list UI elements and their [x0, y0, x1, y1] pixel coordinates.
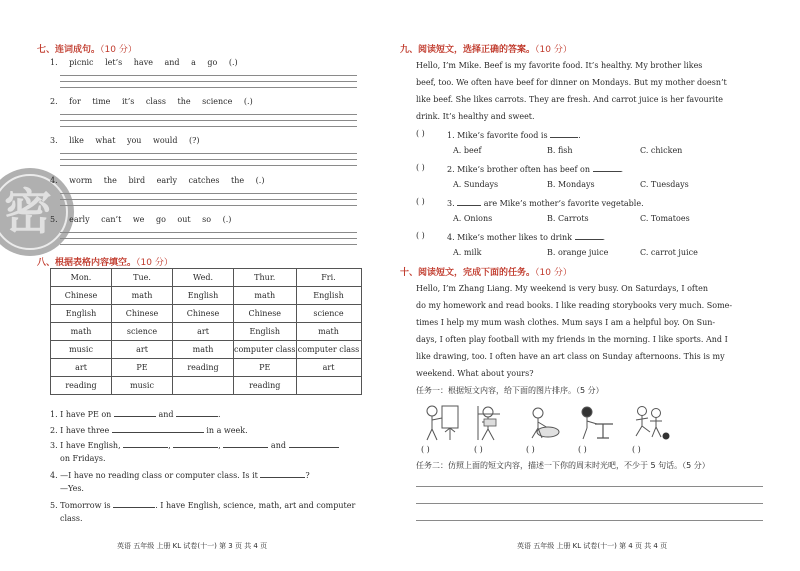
question-5-text-cont: . I have English, science, math, art and computer — [155, 501, 356, 510]
answer-paren[interactable]: ( ) — [416, 129, 425, 138]
sentence-item-3: 3. like what you would (?) — [50, 136, 200, 145]
writing-line[interactable] — [60, 193, 357, 194]
answer-blank[interactable] — [176, 408, 218, 417]
table-cell: reading — [234, 377, 297, 395]
question-4-end: ? — [305, 471, 310, 480]
writing-line[interactable] — [60, 165, 357, 166]
mc-question-stem-end: . — [578, 131, 581, 140]
page-footer: 英语 五年级 上册 KL 试卷(十一) 第 4 页 共 4 页 — [517, 542, 668, 550]
table-cell: Chinese — [112, 305, 173, 323]
answer-blank[interactable] — [289, 439, 339, 448]
mc-question-stem: 1. Mike’s favorite food is — [447, 131, 548, 140]
section-9-points: （10 分） — [535, 45, 572, 55]
writing-line[interactable] — [60, 199, 357, 200]
question-3-text: 3. I have English, — [50, 441, 121, 450]
answer-blank — [593, 163, 621, 172]
option[interactable]: B. fish — [547, 146, 573, 155]
question-4-reply: —Yes. — [60, 484, 84, 493]
question-3-and: and — [270, 441, 286, 450]
question-1-and: and — [158, 410, 174, 419]
table-cell: computer class — [296, 341, 361, 359]
table-cell: music — [112, 377, 173, 395]
question-1-text: 1. I have PE on — [50, 410, 112, 419]
table-cell: science — [296, 305, 361, 323]
table-cell: English — [296, 287, 361, 305]
question-3-continued: on Fridays. — [60, 454, 106, 463]
table-cell: music — [51, 341, 112, 359]
option[interactable]: C. carrot juice — [640, 248, 698, 257]
section-9-title — [400, 42, 572, 55]
section-8-heading: 八、根据表格内容填空。 — [37, 258, 137, 268]
table-cell: English — [173, 287, 234, 305]
table-header-cell: Tue. — [112, 269, 173, 287]
table-cell — [296, 377, 361, 395]
question-4-text: 4. —I have no reading class or computer class. Is it — [50, 471, 258, 480]
table-cell: math — [296, 323, 361, 341]
writing-line[interactable] — [416, 520, 763, 521]
washing-clothes-picture — [522, 402, 566, 442]
mc-question-stem-end: . — [620, 165, 624, 174]
question-1 — [50, 408, 221, 420]
writing-line[interactable] — [60, 205, 357, 206]
question-2 — [50, 424, 248, 436]
table-row — [51, 359, 362, 377]
drawing-picture — [418, 402, 462, 442]
writing-line[interactable] — [60, 75, 357, 76]
passage-line: times I help my mum wash clothes. Mum says I am a helpful boy. On Sun- — [416, 318, 716, 327]
timetable-header-row — [51, 269, 362, 287]
table-row — [51, 377, 362, 395]
mc-question-stem: 3. — [447, 199, 455, 208]
answer-paren[interactable]: ( ) — [416, 231, 425, 240]
answer-blank — [575, 231, 603, 240]
writing-line[interactable] — [60, 244, 357, 245]
section-8-points: （10 分） — [136, 258, 173, 268]
mc-question-stem-end: are Mike’s mother’s favorite vegetable. — [483, 199, 644, 208]
order-paren[interactable]: ( ) — [578, 445, 587, 454]
question-5 — [50, 499, 355, 511]
option[interactable]: C. Tuesdays — [640, 180, 689, 189]
table-cell: Chinese — [173, 305, 234, 323]
table-cell: art — [296, 359, 361, 377]
mc-question-stem-end: . — [602, 233, 606, 242]
writing-line[interactable] — [60, 232, 357, 233]
table-cell: math — [234, 287, 297, 305]
timetable — [50, 268, 362, 395]
section-7-points: （10 分） — [100, 45, 137, 55]
passage-line: like beef. She likes carrots. They are fresh. And carrot juice is her favourite — [416, 95, 724, 104]
table-cell — [173, 377, 234, 395]
mc-question-stem: 2. Mike’s brother often has beef on — [447, 165, 590, 174]
passage-line: like drawing, too. I often have an art class on Sunday afternoons. This is my — [416, 352, 725, 361]
passage-line: beef, too. We often have beef for dinner on Mondays. But my mother doesn’t — [416, 78, 727, 87]
answer-blank[interactable] — [260, 469, 305, 478]
passage-line: days, I often play football with my friends in the morning. I like sports. And I — [416, 335, 728, 344]
question-5-text: 5. Tomorrow is — [50, 501, 111, 510]
table-cell: PE — [234, 359, 297, 377]
table-cell: English — [51, 305, 112, 323]
table-cell: math — [173, 341, 234, 359]
option[interactable]: A. Onions — [453, 214, 493, 223]
table-row — [51, 341, 362, 359]
table-cell: math — [51, 323, 112, 341]
table-header-cell: Thur. — [234, 269, 297, 287]
question-3-comma: , — [218, 441, 221, 450]
writing-line[interactable] — [416, 486, 763, 487]
mc-question-3 — [447, 197, 644, 209]
answer-blank[interactable] — [223, 439, 268, 448]
table-header-cell: Fri. — [296, 269, 361, 287]
sentence-item-4: 4. worm the bird early catches the (.) — [50, 176, 265, 185]
passage-line: do my homework and read books. I like reading storybooks very much. Some- — [416, 301, 733, 310]
homework-picture — [573, 402, 617, 442]
mc-question-4 — [447, 231, 605, 243]
section-7-title — [37, 42, 137, 55]
task-1-instruction: 任务一：根据短文内容，给下面的图片排序。（5 分） — [416, 386, 604, 395]
table-cell: Chinese — [51, 287, 112, 305]
table-cell: art — [112, 341, 173, 359]
question-3-comma: , — [168, 441, 171, 450]
answer-paren[interactable]: ( ) — [416, 197, 425, 206]
option[interactable]: B. Carrots — [547, 214, 589, 223]
sentence-item-1: 1. picnic let’s have and a go (.) — [50, 58, 238, 67]
writing-line[interactable] — [416, 503, 763, 504]
table-cell: math — [112, 287, 173, 305]
answer-blank[interactable] — [112, 424, 204, 433]
order-paren[interactable]: ( ) — [474, 445, 483, 454]
question-5-continued: class. — [60, 514, 83, 523]
table-cell: reading — [173, 359, 234, 377]
section-7-heading: 七、连词成句。 — [37, 45, 101, 55]
table-cell: Chinese — [234, 305, 297, 323]
question-1-end: . — [218, 410, 221, 419]
table-cell: PE — [112, 359, 173, 377]
table-cell: English — [234, 323, 297, 341]
option[interactable]: A. beef — [453, 146, 482, 155]
table-row — [51, 323, 362, 341]
section-8-title — [37, 255, 173, 268]
answer-blank — [457, 197, 481, 206]
passage-line: drink. It’s healthy and sweet. — [416, 112, 535, 121]
answer-blank[interactable] — [114, 408, 156, 417]
writing-line[interactable] — [60, 159, 357, 160]
table-cell: computer class — [234, 341, 297, 359]
table-row — [51, 287, 362, 305]
answer-blank[interactable] — [113, 499, 155, 508]
option[interactable]: C. Tomatoes — [640, 214, 690, 223]
football-picture — [628, 402, 672, 442]
answer-blank[interactable] — [173, 439, 218, 448]
writing-line[interactable] — [60, 87, 357, 88]
order-paren[interactable]: ( ) — [632, 445, 641, 454]
sentence-item-2: 2. for time it’s class the science (.) — [50, 97, 253, 106]
order-paren[interactable]: ( ) — [421, 445, 430, 454]
table-cell: reading — [51, 377, 112, 395]
answer-blank — [550, 129, 578, 138]
answer-paren[interactable]: ( ) — [416, 163, 425, 172]
page-footer: 英语 五年级 上册 KL 试卷(十一) 第 3 页 共 4 页 — [117, 542, 268, 550]
option[interactable]: B. orange juice — [547, 248, 609, 257]
passage-line: weekend. What about yours? — [416, 369, 534, 378]
section-10-title — [400, 265, 572, 278]
passage-line: Hello, I’m Zhang Liang. My weekend is very busy. On Saturdays, I often — [416, 284, 708, 293]
question-3 — [50, 439, 339, 451]
option[interactable]: A. milk — [453, 248, 482, 257]
stamp-character: 密 — [4, 184, 53, 240]
mc-question-stem: 4. Mike’s mother likes to drink — [447, 233, 572, 242]
option[interactable]: B. Mondays — [547, 180, 595, 189]
option[interactable]: C. chicken — [640, 146, 683, 155]
section-10-points: （10 分） — [535, 268, 572, 278]
table-cell: art — [173, 323, 234, 341]
task-2-instruction: 任务二：仿照上面的短文内容，描述一下你的周末时光吧，不少于 5 句话。（5 分） — [416, 461, 710, 470]
writing-line[interactable] — [60, 114, 357, 115]
writing-line[interactable] — [60, 81, 357, 82]
writing-line[interactable] — [60, 126, 357, 127]
question-2-text: 2. I have three — [50, 426, 110, 435]
table-cell: art — [51, 359, 112, 377]
table-row — [51, 305, 362, 323]
passage-line: Hello, I’m Mike. Beef is my favorite food. It’s healthy. My brother likes — [416, 61, 703, 70]
writing-line[interactable] — [60, 238, 357, 239]
section-10-heading: 十、阅读短文，完成下面的任务。 — [400, 268, 536, 278]
table-header-cell: Mon. — [51, 269, 112, 287]
sentence-item-5: 5. early can’t we go out so (.) — [50, 215, 232, 224]
reading-picture — [470, 402, 514, 442]
question-4 — [50, 469, 310, 481]
question-2-end: in a week. — [206, 426, 248, 435]
table-header-cell: Wed. — [173, 269, 234, 287]
option[interactable]: A. Sundays — [453, 180, 499, 189]
writing-line[interactable] — [60, 120, 357, 121]
order-paren[interactable]: ( ) — [526, 445, 535, 454]
table-cell: science — [112, 323, 173, 341]
writing-line[interactable] — [60, 153, 357, 154]
mc-question-2 — [447, 163, 623, 175]
answer-blank[interactable] — [123, 439, 168, 448]
mc-question-1 — [447, 129, 581, 141]
section-9-heading: 九、阅读短文，选择正确的答案。 — [400, 45, 536, 55]
